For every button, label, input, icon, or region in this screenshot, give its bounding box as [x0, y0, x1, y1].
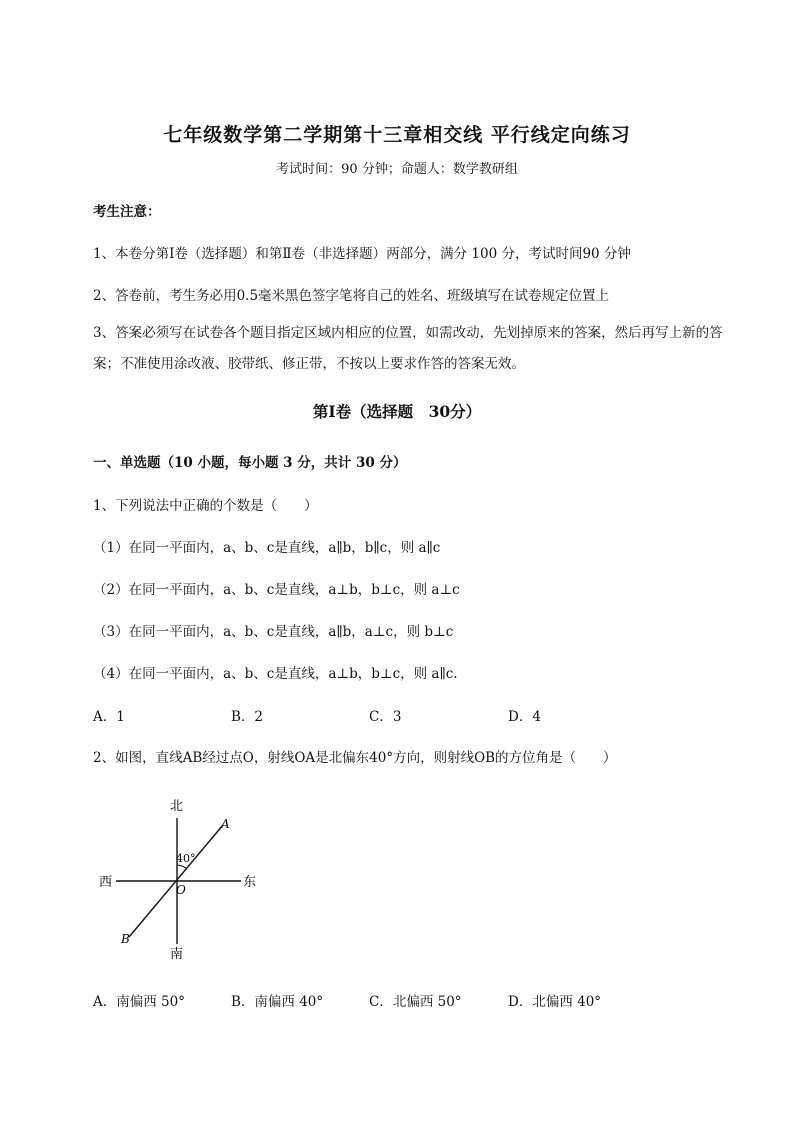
exam-title: 七年级数学第二学期第十三章相交线 平行线定向练习	[163, 124, 631, 146]
question-1-option-d[interactable]: D．4	[508, 709, 541, 725]
question-1-statement-3: （3）在同一平面内，a、b、c是直线，a∥b，a⊥c，则 b⊥c	[93, 624, 454, 640]
question-1-option-c[interactable]: C．3	[369, 709, 402, 725]
question-2-stem: 2、如图，直线AB经过点O，射线OA是北偏东40°方向，则射线OB的方位角是（ ）	[93, 750, 617, 766]
question-2-option-a[interactable]: A．南偏西 50°	[93, 994, 185, 1010]
question-2-option-c[interactable]: C．北偏西 50°	[369, 994, 462, 1010]
section-title: 第Ⅰ卷（选择题 30分）	[312, 402, 482, 421]
north-label: 北	[170, 799, 184, 814]
question-2-option-b[interactable]: B．南偏西 40°	[231, 994, 324, 1010]
east-label: 东	[243, 875, 257, 890]
question-1-statement-1: （1）在同一平面内，a、b、c是直线，a∥b，b∥c，则 a∥c	[93, 540, 441, 556]
question-1-stem: 1、下列说法中正确的个数是（ ）	[93, 498, 318, 514]
origin-label: O	[176, 883, 186, 897]
compass-figure	[90, 790, 270, 970]
part-heading: 一、单选题（10 小题，每小题 3 分，共计 30 分）	[93, 455, 407, 471]
note-item-3: 3、答案必须写在试卷各个题目指定区域内相应的位置，如需改动，先划掉原来的答案，然后再写上新的答案；不准使用涂改液、胶带纸、修正带，不按以上要求作答的答案无效。	[93, 325, 723, 372]
angle-label: 40°	[176, 852, 196, 865]
question-1-option-b[interactable]: B．2	[231, 709, 264, 725]
west-label: 西	[99, 875, 113, 890]
notes-heading: 考生注意：	[93, 204, 161, 220]
point-b-label: B	[121, 932, 130, 946]
question-2-option-d[interactable]: D．北偏西 40°	[508, 994, 602, 1010]
question-1-statement-4: （4）在同一平面内，a、b、c是直线，a⊥b，b⊥c，则 a∥c.	[93, 666, 458, 682]
angle-arc	[177, 865, 187, 869]
note-item-1: 1、本卷分第Ⅰ卷（选择题）和第Ⅱ卷（非选择题）两部分，满分 100 分，考试时间90 分钟	[93, 246, 631, 262]
question-1-option-a[interactable]: A．1	[93, 709, 125, 725]
exam-subtitle: 考试时间：90 分钟；命题人：数学教研组	[276, 162, 518, 177]
question-1-statement-2: （2）在同一平面内，a、b、c是直线，a⊥b，b⊥c，则 a⊥c	[93, 582, 460, 598]
note-item-2: 2、答卷前，考生务必用0.5毫米黑色签字笔将自己的姓名、班级填写在试卷规定位置上	[93, 288, 610, 304]
south-label: 南	[170, 947, 184, 962]
point-a-label: A	[221, 817, 230, 831]
